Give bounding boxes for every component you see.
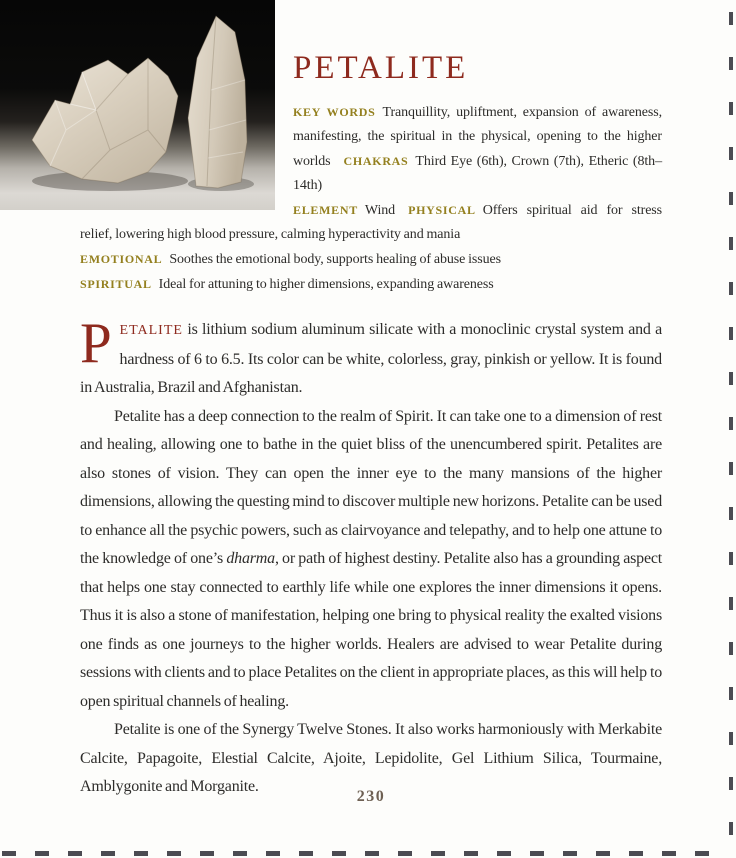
drop-cap: P: [80, 312, 112, 375]
paragraph-synergy: Petalite is one of the Synergy Twelve Stones. It also works harmoniously with Merkabite Calcite, Papagoite, Elestial Calcite, Ajoite, Lepidolite, Gel Lithium Silica, Tourmaine, Amblygonite and Morganite.: [80, 721, 662, 795]
petalite-photo: [0, 0, 275, 210]
spiritual-value: Ideal for attuning to higher dimensions, expanding awareness: [158, 277, 494, 292]
paragraph-intro-text: is lithium sodium aluminum silicate with a monoclinic crystal system and a hardness of 6 to 6.5. Its color can be white, colorless, gray, pinkish or yellow. It is found in Australia, Brazil and Afghanistan.: [80, 321, 662, 396]
physical-label: PHYSICAL: [408, 203, 476, 217]
paragraph-main-text-2: , or path of highest destiny. Petalite also has a grounding aspect that helps one stay connected to earthly life while one explores the inner dimensions it opens. Thus it is also a stone of manifestation, helping one bring to physical reality the exalted visions one finds as one journeys to the higher worlds. Healers are advised to wear Petalite during sessions with clients and to place Petalites on the client in appropriate places, as this will help to open spiritual channels of healing.: [80, 550, 662, 710]
element-label: ELEMENT: [293, 203, 358, 217]
element-value: Wind: [364, 203, 396, 218]
attr-row-spiritual: [80, 272, 662, 297]
attr-row-emotional: [80, 247, 662, 272]
key-words-label: KEY WORDS: [293, 105, 376, 119]
page-edge-dashes-right: [729, 12, 733, 844]
emotional-label: EMOTIONAL: [80, 252, 163, 266]
physical-value: Offers spiritual aid for stress relief, lowering high blood pressure, calming hyperactivity and mania: [80, 203, 662, 242]
page-title: PETALITE: [293, 50, 469, 86]
paragraph-main: [80, 403, 662, 717]
emotional-value: Soothes the emotional body, supports healing of abuse issues: [169, 252, 501, 267]
lead-small-caps: ETALITE: [119, 323, 183, 338]
dharma-italic: dharma: [226, 550, 275, 567]
spiritual-label: SPIRITUAL: [80, 277, 152, 291]
page-number: 230: [356, 788, 386, 805]
key-words-value: Tranquillity, upliftment, expansion of awareness, manifesting, the spiritual in the physical, opening to the higher worlds: [293, 105, 662, 169]
page-edge-dashes-bottom: [2, 851, 726, 856]
chakras-label: CHAKRAS: [343, 154, 409, 168]
chakras-value: Third Eye (6th), Crown (7th), Etheric (8th–14th): [293, 154, 662, 193]
paragraph-main-text-1: Petalite has a deep connection to the realm of Spirit. It can take one to a dimension of rest and healing, allowing one to bathe in the quiet bliss of the unencumbered spirit. Petalites are also stones of vision. They can open the inner eye to the many mansions of the higher dimensions, allowing the questing mind to discover multiple new horizons. Petalite can be used to enhance all the psychic powers, such as clairvoyance and telepathy, and to help one attune to the knowledge of one’s: [80, 407, 662, 567]
paragraph-intro: [80, 312, 662, 403]
